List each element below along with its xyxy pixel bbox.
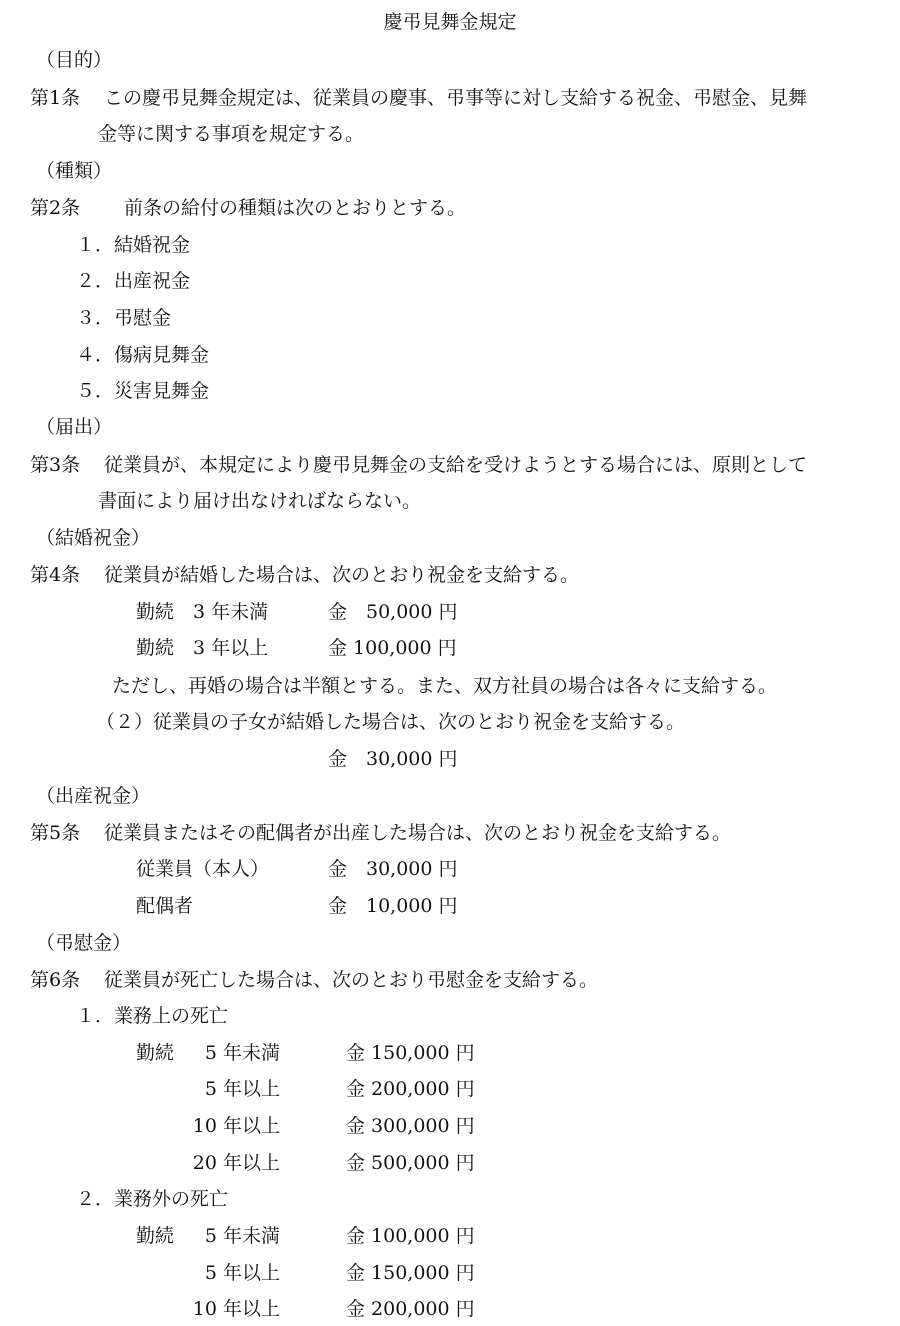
table-row-amount: 金 500,000 円 [346,1152,475,1174]
article-6-text: 従業員が死亡した場合は、次のとおり弔慰金を支給する。 [104,969,599,991]
table-row-condition: 配偶者 [136,895,194,917]
article-3-text-line1: 従業員が、本規定により慶弔見舞金の支給を受けようとする場合には、原則として [104,454,808,476]
table-row-condition: 従業員（本人） [136,858,270,880]
table-row-condition: 5 年以上 [204,1078,280,1100]
article-2-text: 前条の給付の種類は次のとおりとする。 [124,197,467,219]
list-item: ２．出産祝金 [76,270,191,292]
article-6-section-1: １．業務上の死亡 [76,1005,229,1027]
list-item: ５．災害見舞金 [76,380,210,402]
list-item: ４．傷病見舞金 [76,344,210,366]
table-row-condition: 勤続 3 年以上 [136,637,269,659]
article-4-note: ただし、再婚の場合は半額とする。また、双方社員の場合は各々に支給する。 [112,675,778,697]
article-5-text: 従業員またはその配偶者が出産した場合は、次のとおり祝金を支給する。 [104,822,732,844]
table-row-condition: 20 年以上 [192,1152,280,1174]
article-5-heading: （出産祝金） [36,785,151,807]
article-4-text: 従業員が結婚した場合は、次のとおり祝金を支給する。 [104,564,580,586]
table-row-prefix: 勤続 [136,1042,175,1064]
article-4-subclause: （２）従業員の子女が結婚した場合は、次のとおり祝金を支給する。 [96,711,686,733]
table-row-amount: 金 300,000 円 [346,1115,475,1137]
table-row-condition: 10 年以上 [192,1115,280,1137]
table-row-amount: 金 100,000 円 [346,1225,475,1247]
article-1-text-line2: 金等に関する事項を規定する。 [98,123,365,145]
table-row-amount: 金 10,000 円 [328,895,458,917]
table-row-amount: 金 200,000 円 [346,1298,475,1320]
list-item: １．結婚祝金 [76,234,191,256]
table-row-amount: 金 30,000 円 [328,858,458,880]
table-row-condition: 5 年未満 [204,1225,280,1247]
article-1-text-line1: この慶弔見舞金規定は、従業員の慶事、弔事等に対し支給する祝金、弔慰金、見舞 [104,87,808,109]
list-item: ３．弔慰金 [76,307,172,329]
article-5-label: 第5条 [30,822,81,844]
table-row-amount: 金 50,000 円 [328,601,458,623]
article-6-heading: （弔慰金） [36,932,132,954]
article-4-subclause-amount: 金 30,000 円 [328,748,458,770]
article-4-heading: （結婚祝金） [36,527,151,549]
table-row-amount: 金 200,000 円 [346,1078,475,1100]
article-1-label: 第1条 [30,87,81,109]
article-2-label: 第2条 [30,197,81,219]
table-row-amount: 金 150,000 円 [346,1042,475,1064]
table-row-prefix: 勤続 [136,1225,175,1247]
table-row-condition: 10 年以上 [192,1298,280,1320]
table-row-condition: 5 年以上 [204,1262,280,1284]
table-row-condition: 5 年未満 [204,1042,280,1064]
document-title: 慶弔見舞金規定 [383,11,517,33]
article-1-heading: （目的） [36,49,113,71]
article-3-label: 第3条 [30,454,81,476]
table-row-condition: 勤続 3 年未満 [136,601,269,623]
table-row-amount: 金 100,000 円 [328,637,457,659]
article-6-label: 第6条 [30,969,81,991]
article-3-text-line2: 書面により届け出なければならない。 [98,490,422,512]
article-2-heading: （種類） [36,160,113,182]
article-6-section-2: ２．業務外の死亡 [76,1188,229,1210]
article-4-label: 第4条 [30,564,81,586]
table-row-amount: 金 150,000 円 [346,1262,475,1284]
article-3-heading: （届出） [36,416,113,438]
